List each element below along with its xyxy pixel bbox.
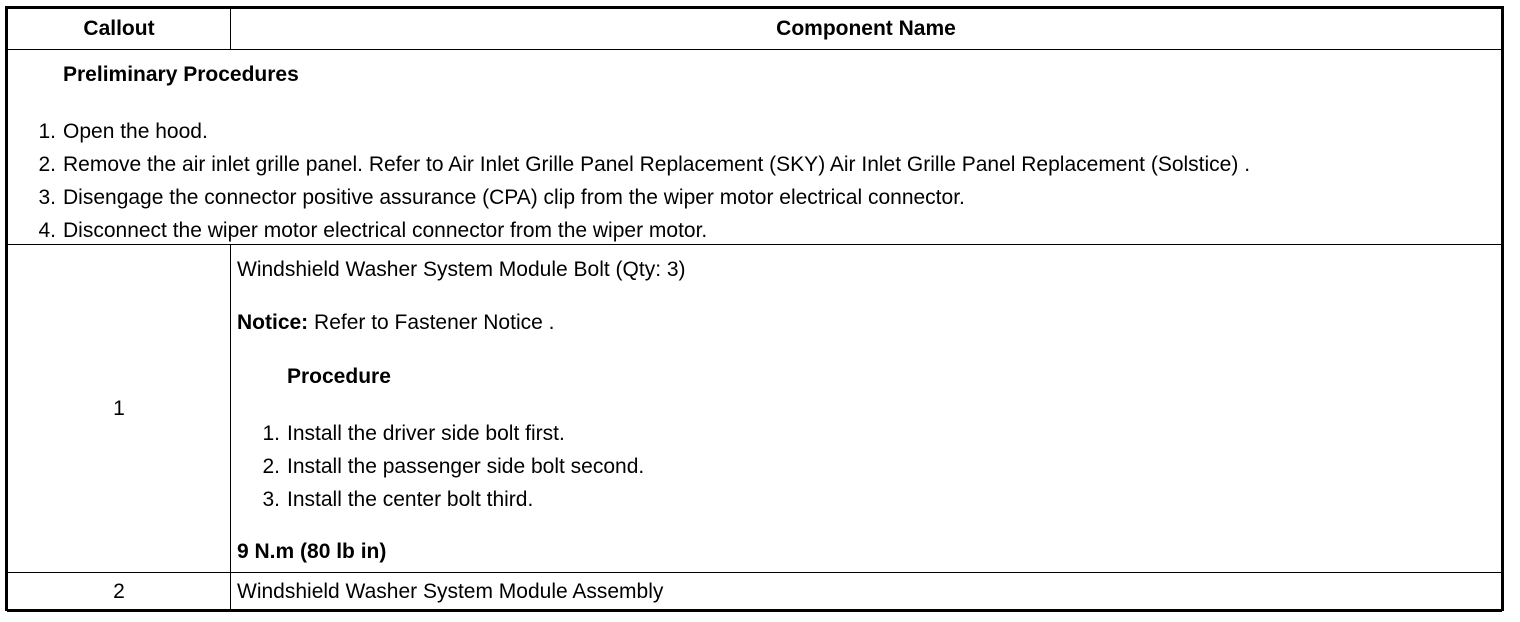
list-item xyxy=(38,214,1250,247)
step-text: Remove the air inlet grille panel. Refer to Air Inlet Grille Panel Replacement (SKY) Air Inlet Grille Panel Replacement (Solstice) . xyxy=(63,153,1251,176)
procedure-steps-list xyxy=(262,417,645,516)
component-name: Windshield Washer System Module Assembly xyxy=(231,573,1502,612)
list-item xyxy=(38,115,1250,148)
procedure-title: Procedure xyxy=(287,365,391,388)
list-item xyxy=(38,148,1251,181)
component-name-header: Component Name xyxy=(231,9,1502,50)
callout-cell: 2 xyxy=(8,573,231,612)
callout-cell: 1 xyxy=(8,245,231,573)
list-item xyxy=(38,181,1250,214)
table-row xyxy=(8,573,1502,612)
list-item xyxy=(262,417,644,450)
step-number: 4. xyxy=(38,219,56,242)
step-number: 1. xyxy=(38,120,56,143)
preliminary-row xyxy=(8,50,1502,245)
list-item xyxy=(262,483,644,516)
step-number: 2. xyxy=(262,455,280,478)
step-text: Disconnect the wiper motor electrical connector from the wiper motor. xyxy=(63,219,708,242)
notice-line xyxy=(237,311,554,335)
step-text: Install the passenger side bolt second. xyxy=(287,455,645,478)
callout-header: Callout xyxy=(8,9,231,50)
header-row xyxy=(8,9,1502,50)
step-number: 1. xyxy=(262,422,280,445)
table-row xyxy=(8,245,1502,573)
notice-text: Refer to Fastener Notice . xyxy=(308,311,555,334)
notice-label: Notice: xyxy=(237,311,309,334)
step-number: 3. xyxy=(262,488,280,511)
component-detail-cell xyxy=(231,245,1502,573)
procedure-table-frame xyxy=(5,6,1504,611)
torque-spec: 9 N.m (80 lb in) xyxy=(237,540,387,563)
step-number: 2. xyxy=(38,153,56,176)
preliminary-procedures-title: Preliminary Procedures xyxy=(63,63,299,86)
step-text: Disengage the connector positive assurance (CPA) clip from the wiper motor electrical connector. xyxy=(63,186,965,209)
preliminary-steps-list xyxy=(38,115,1251,247)
step-text: Install the driver side bolt first. xyxy=(287,422,565,445)
step-text: Install the center bolt third. xyxy=(287,488,534,511)
component-name: Windshield Washer System Module Bolt (Qty: 3) xyxy=(237,258,686,281)
preliminary-procedures-cell xyxy=(8,50,1502,245)
list-item xyxy=(262,450,645,483)
procedure-table xyxy=(7,8,1502,612)
step-number: 3. xyxy=(38,186,56,209)
step-text: Open the hood. xyxy=(63,120,208,143)
